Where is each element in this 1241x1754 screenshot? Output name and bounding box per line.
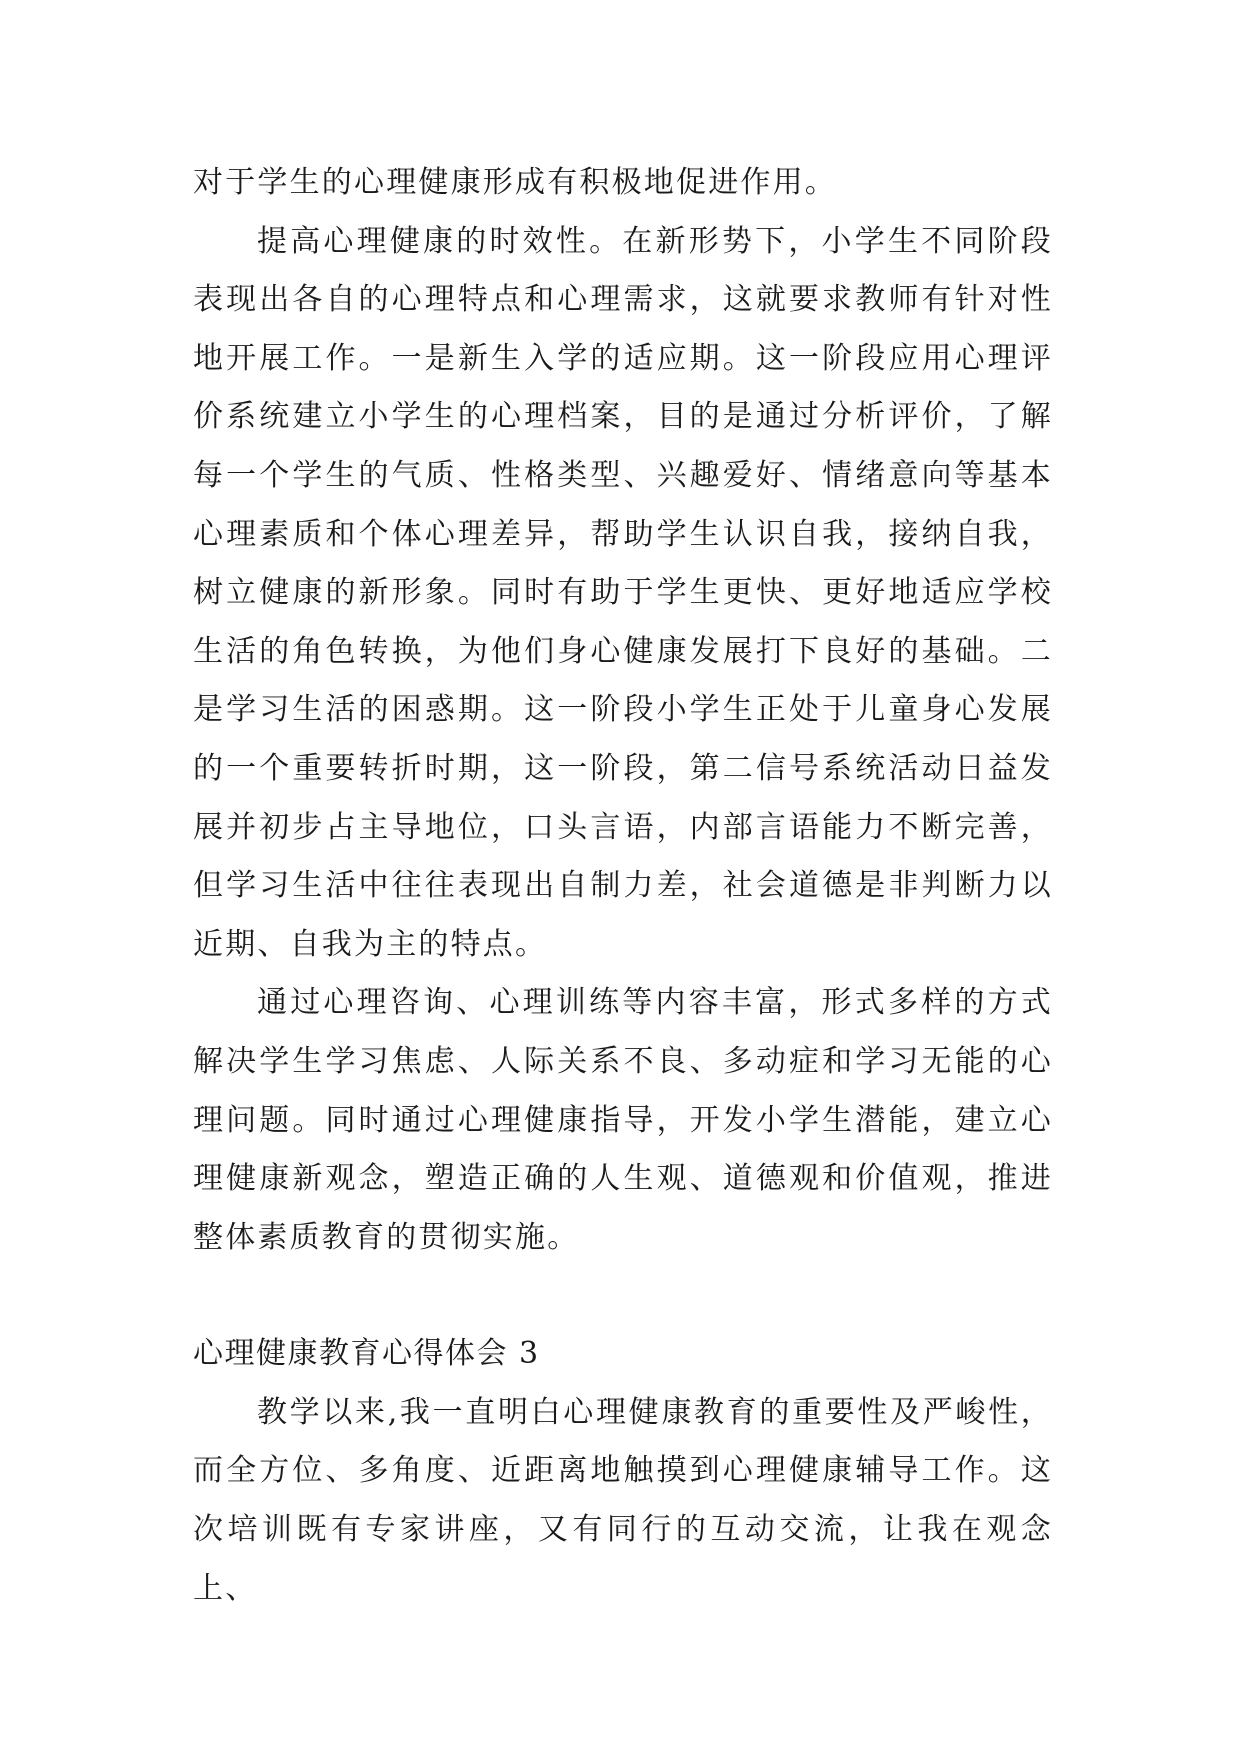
document-body [193,154,1053,1618]
paragraph-continuation: 对于学生的心理健康形成有积极地促进作用。 [193,165,837,200]
paragraph-section-3-intro: 教学以来,我一直明白心理健康教育的重要性及严峻性，而全方位、多角度、近距离地触摸到心理健康辅导工作。这次培训既有专家讲座，又有同行的互动交流，让我在观念上、 [193,1394,1053,1606]
paragraph-timeliness: 提高心理健康的时效性。在新形势下，小学生不同阶段表现出各自的心理特点和心理需求，这就要求教师有针对性地开展工作。一是新生入学的适应期。这一阶段应用心理评价系统建立小学生的心理档案，目的是通过分析评价，了解每一个学生的气质、性格类型、兴趣爱好、情绪意向等基本心理素质和个体心理差异，帮助学生认识自我，接纳自我，树立健康的新形象。同时有助于学生更快、更好地适应学校生活的角色转换，为他们身心健康发展打下良好的基础。二是学习生活的困惑期。这一阶段小学生正处于儿童身心发展的一个重要转折时期，这一阶段，第二信号系统活动日益发展并初步占主导地位，口头言语，内部言语能力不断完善，但学习生活中往往表现出自制力差，社会道德是非判断力以近期、自我为主的特点。 [193,223,1053,962]
paragraph-counseling: 通过心理咨询、心理训练等内容丰富，形式多样的方式解决学生学习焦虑、人际关系不良、多动症和学习无能的心理问题。同时通过心理健康指导，开发小学生潜能，建立心理健康新观念，塑造正确的人生观、道德观和价值观，推进整体素质教育的贯彻实施。 [193,985,1053,1255]
section-title: 心理健康教育心得体会 3 [193,1336,540,1372]
